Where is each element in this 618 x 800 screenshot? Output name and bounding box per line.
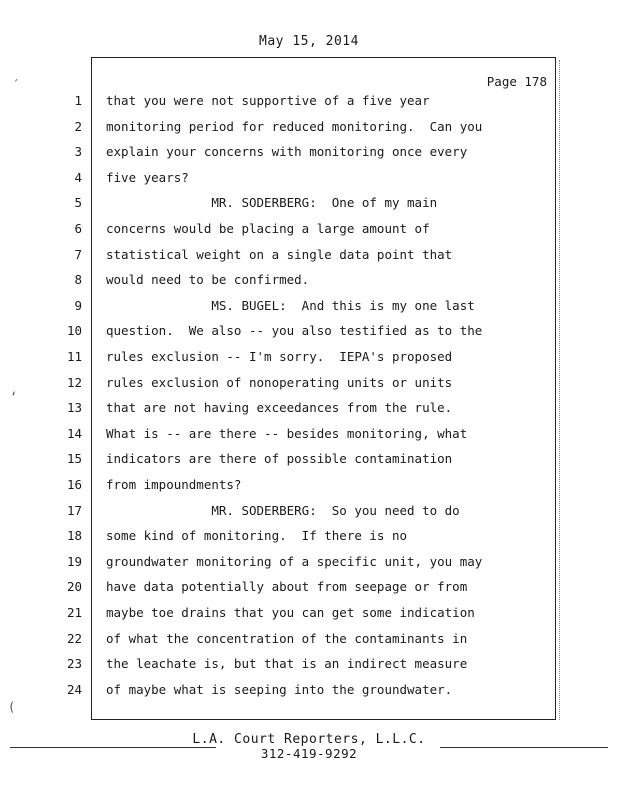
transcript-line: rules exclusion of nonoperating units or units	[106, 374, 453, 390]
transcript-line: from impoundments?	[106, 477, 242, 492]
transcript-line: that you were not supportive of a five year	[106, 93, 430, 108]
transcript-line: that are not having exceedances from the rule.	[106, 400, 453, 416]
line-number: 12	[66, 374, 82, 390]
line-number: 18	[66, 528, 82, 544]
transcript-line: groundwater monitoring of a specific unit, you may	[106, 553, 483, 569]
line-number: 14	[66, 425, 82, 441]
line-number: 19	[66, 553, 82, 569]
transcript-line: maybe toe drains that you can get some indication	[106, 605, 475, 620]
transcript-line: rules exclusion -- I'm sorry. IEPA's proposed	[106, 349, 453, 364]
line-number: 16	[66, 477, 82, 492]
line-number: 7	[74, 246, 82, 262]
line-number: 2	[74, 118, 82, 134]
transcript-line: explain your concerns with monitoring once every	[106, 144, 468, 160]
line-number: 22	[66, 630, 82, 646]
line-number: 23	[66, 656, 82, 672]
frame-edge	[559, 60, 561, 720]
page-number: Page 178	[486, 74, 547, 89]
transcript-line: concerns would be placing a large amount of	[106, 221, 430, 236]
line-number: 11	[66, 349, 82, 364]
transcript-line: MS. BUGEL: And this is my one last	[106, 297, 475, 313]
line-number: 1	[74, 93, 82, 108]
transcript-line: five years?	[106, 169, 189, 185]
line-number: 8	[74, 272, 82, 288]
footer-company: L.A. Court Reporters, L.L.C.	[192, 732, 426, 747]
transcript-line: some kind of monitoring. If there is no	[106, 528, 408, 544]
transcript-line: monitoring period for reduced monitoring. Can you	[106, 118, 483, 134]
line-number: 20	[66, 579, 82, 595]
line-number: 5	[74, 195, 82, 211]
footer-phone: 312-419-9292	[260, 746, 358, 761]
line-number: 15	[66, 451, 82, 467]
scan-speck: ´	[12, 78, 20, 92]
transcript-line: MR. SODERBERG: One of my main	[106, 195, 438, 211]
scan-speck: (	[8, 700, 16, 714]
line-number: 10	[66, 323, 82, 339]
line-number: 13	[66, 400, 82, 416]
line-number: 17	[66, 502, 82, 518]
transcript-line: of what the concentration of the contaminants in	[106, 630, 468, 646]
transcript-line: statistical weight on a single data point that	[106, 246, 453, 262]
transcript-line: indicators are there of possible contamination	[106, 451, 453, 467]
line-number: 9	[74, 297, 82, 313]
transcript-line: question. We also -- you also testified as to the	[106, 323, 483, 339]
line-number: 6	[74, 221, 82, 236]
transcript-line: of maybe what is seeping into the groundwater.	[106, 681, 453, 697]
line-number: 4	[74, 169, 82, 185]
transcript-line: the leachate is, but that is an indirect measure	[106, 656, 468, 672]
transcript-line: would need to be confirmed.	[106, 272, 310, 288]
transcript-line: MR. SODERBERG: So you need to do	[106, 502, 460, 518]
transcript-line: What is -- are there -- besides monitoring, what	[106, 425, 468, 441]
scan-speck: ‘	[10, 390, 18, 404]
line-number: 24	[66, 681, 82, 697]
line-number: 21	[66, 605, 82, 620]
transcript-line: have data potentially about from seepage or from	[106, 579, 468, 595]
line-number: 3	[74, 144, 82, 160]
header-date: May 15, 2014	[259, 34, 359, 49]
